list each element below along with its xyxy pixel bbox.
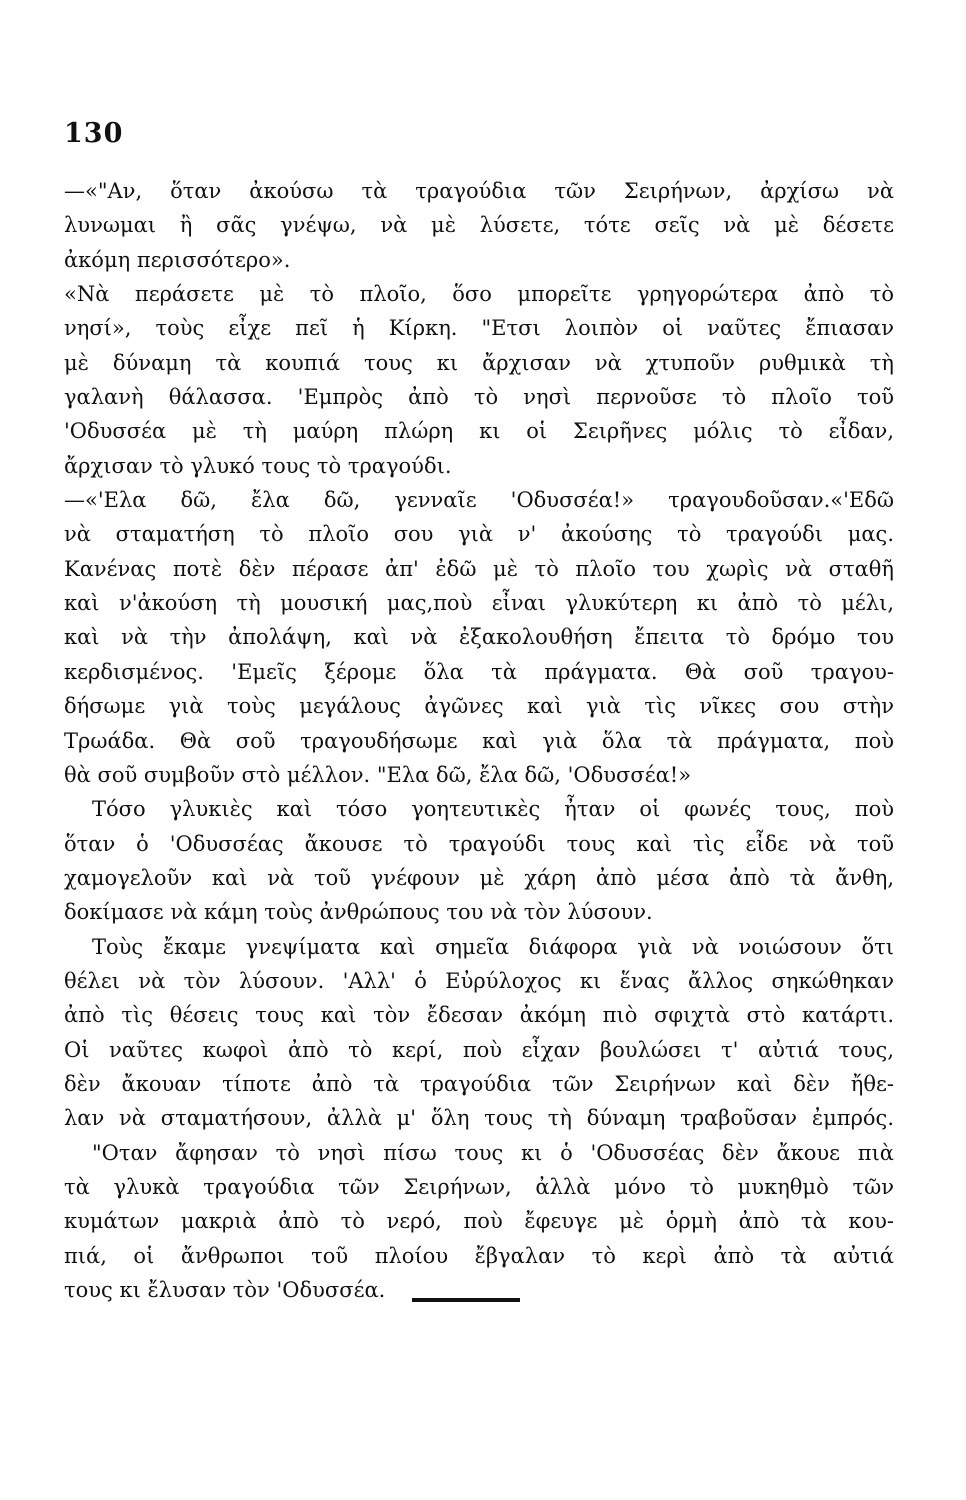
- text-line: Τοὺς ἔκαμε γνεψίματα καὶ σημεῖα διάφορα γιὰ νὰ νοιώσουν ὅτι: [92, 934, 894, 959]
- text-line: ἀκόμη περισσότερο».: [64, 247, 291, 272]
- text-line: δήσωμε γιὰ τοὺς μεγάλους ἀγῶνες καὶ γιὰ τὶς νῖκες σου στὴν: [64, 694, 894, 719]
- text-line: ὅταν ὁ 'Οδυσσέας ἄκουσε τὸ τραγούδι τους καὶ τὶς εἶδε νὰ τοῦ: [64, 831, 894, 856]
- end-rule-divider: [412, 1298, 520, 1302]
- text-line: πιά, οἱ ἄνθρωποι τοῦ πλοίου ἔβγαλαν τὸ κερὶ ἀπὸ τὰ αὐτιά: [64, 1243, 894, 1268]
- text-line: Οἱ ναῦτες κωφοὶ ἀπὸ τὸ κερί, ποὺ εἶχαν βουλώσει τ' αὐτιά τους,: [64, 1037, 894, 1062]
- text-line: τους κι ἔλυσαν τὸν 'Οδυσσέα.: [64, 1278, 386, 1302]
- text-line: χαμογελοῦν καὶ νὰ τοῦ γνέφουν μὲ χάρη ἀπὸ μέσα ἀπὸ τὰ ἄνθη,: [64, 865, 894, 890]
- text-line: δοκίμασε νὰ κάμη τοὺς ἀνθρώπους του νὰ τὸν λύσουν.: [64, 900, 653, 925]
- text-line: Τόσο γλυκιὲς καὶ τόσο γοητευτικὲς ἦταν οἱ φωνές τους, ποὺ: [92, 797, 894, 822]
- body-text: [64, 174, 894, 1307]
- text-line: Κανένας ποτὲ δὲν πέρασε ἀπ' ἐδῶ μὲ τὸ πλοῖο του χωρὶς νὰ σταθῆ: [64, 556, 894, 581]
- text-line: Τρωάδα. Θὰ σοῦ τραγουδήσωμε καὶ γιὰ ὅλα τὰ πράγματα, ποὺ: [64, 728, 894, 753]
- text-line: λαν νὰ σταματήσουν, ἀλλὰ μ' ὅλη τους τὴ δύναμη τραβοῦσαν ἐμπρός.: [64, 1106, 894, 1131]
- text-line: θὰ σοῦ συμβοῦν στὸ μέλλον. "Ελα δῶ, ἔλα δῶ, 'Οδυσσέα!»: [64, 762, 692, 787]
- text-line: —«"Αν, ὅταν ἀκούσω τὰ τραγούδια τῶν Σειρήνων, ἀρχίσω νὰ: [64, 179, 894, 203]
- text-line: νὰ σταματήση τὸ πλοῖο σου γιὰ ν' ἀκούσης τὸ τραγούδι μας.: [64, 522, 894, 547]
- text-line: 'Οδυσσέα μὲ τὴ μαύρη πλώρη κι οἱ Σειρῆνες μόλις τὸ εἶδαν,: [64, 419, 894, 444]
- text-line: δὲν ἄκουαν τίποτε ἀπὸ τὰ τραγούδια τῶν Σειρήνων καὶ δὲν ἤθε-: [64, 1071, 894, 1096]
- text-line: "Οταν ἄφησαν τὸ νησὶ πίσω τους κι ὁ 'Οδυσσέας δὲν ἄκουε πιὰ: [92, 1140, 894, 1165]
- page-number: 130: [64, 118, 124, 149]
- text-line: ἄρχισαν τὸ γλυκό τους τὸ τραγούδι.: [64, 453, 452, 478]
- text-line: —«'Ελα δῶ, ἔλα δῶ, γενναῖε 'Οδυσσέα!» τραγουδοῦσαν.«'Εδῶ: [64, 488, 894, 513]
- text-line: γαλανὴ θάλασσα. 'Εμπρὸς ἀπὸ τὸ νησὶ περνοῦσε τὸ πλοῖο τοῦ: [64, 385, 894, 410]
- text-line: νησί», τοὺς εἶχε πεῖ ἡ Κίρκη. "Ετσι λοιπὸν οἱ ναῦτες ἔπιασαν: [64, 316, 894, 341]
- text-line: μὲ δύναμη τὰ κουπιά τους κι ἄρχισαν νὰ χτυποῦν ρυθμικὰ τὴ: [64, 350, 894, 375]
- text-line: λυνωμαι ἢ σᾶς γνέψω, νὰ μὲ λύσετε, τότε σεῖς νὰ μὲ δέσετε: [64, 213, 894, 238]
- text-line: τὰ γλυκὰ τραγούδια τῶν Σειρήνων, ἀλλὰ μόνο τὸ μυκηθμὸ τῶν: [64, 1174, 894, 1199]
- text-line: «Νὰ περάσετε μὲ τὸ πλοῖο, ὅσο μπορεῖτε γρηγορώτερα ἀπὸ τὸ: [64, 282, 894, 307]
- text-line: θέλει νὰ τὸν λύσουν. 'Αλλ' ὁ Εὐρύλοχος κι ἕνας ἄλλος σηκώθηκαν: [64, 968, 894, 993]
- text-line: κυμάτων μακριὰ ἀπὸ τὸ νερό, ποὺ ἔφευγε μὲ ὁρμὴ ἀπὸ τὰ κου-: [64, 1209, 894, 1234]
- text-line: κερδισμένος. 'Εμεῖς ξέρομε ὅλα τὰ πράγματα. Θὰ σοῦ τραγου-: [64, 659, 894, 684]
- text-line: καὶ ν'ἀκούση τὴ μουσική μας,ποὺ εἶναι γλυκύτερη κι ἀπὸ τὸ μέλι,: [64, 591, 894, 616]
- text-line: ἀπὸ τὶς θέσεις τους καὶ τὸν ἔδεσαν ἀκόμη πιὸ σφιχτὰ στὸ κατάρτι.: [64, 1003, 894, 1028]
- text-line: καὶ νὰ τὴν ἀπολάψη, καὶ νὰ ἐξακολουθήση ἔπειτα τὸ δρόμο του: [64, 625, 894, 650]
